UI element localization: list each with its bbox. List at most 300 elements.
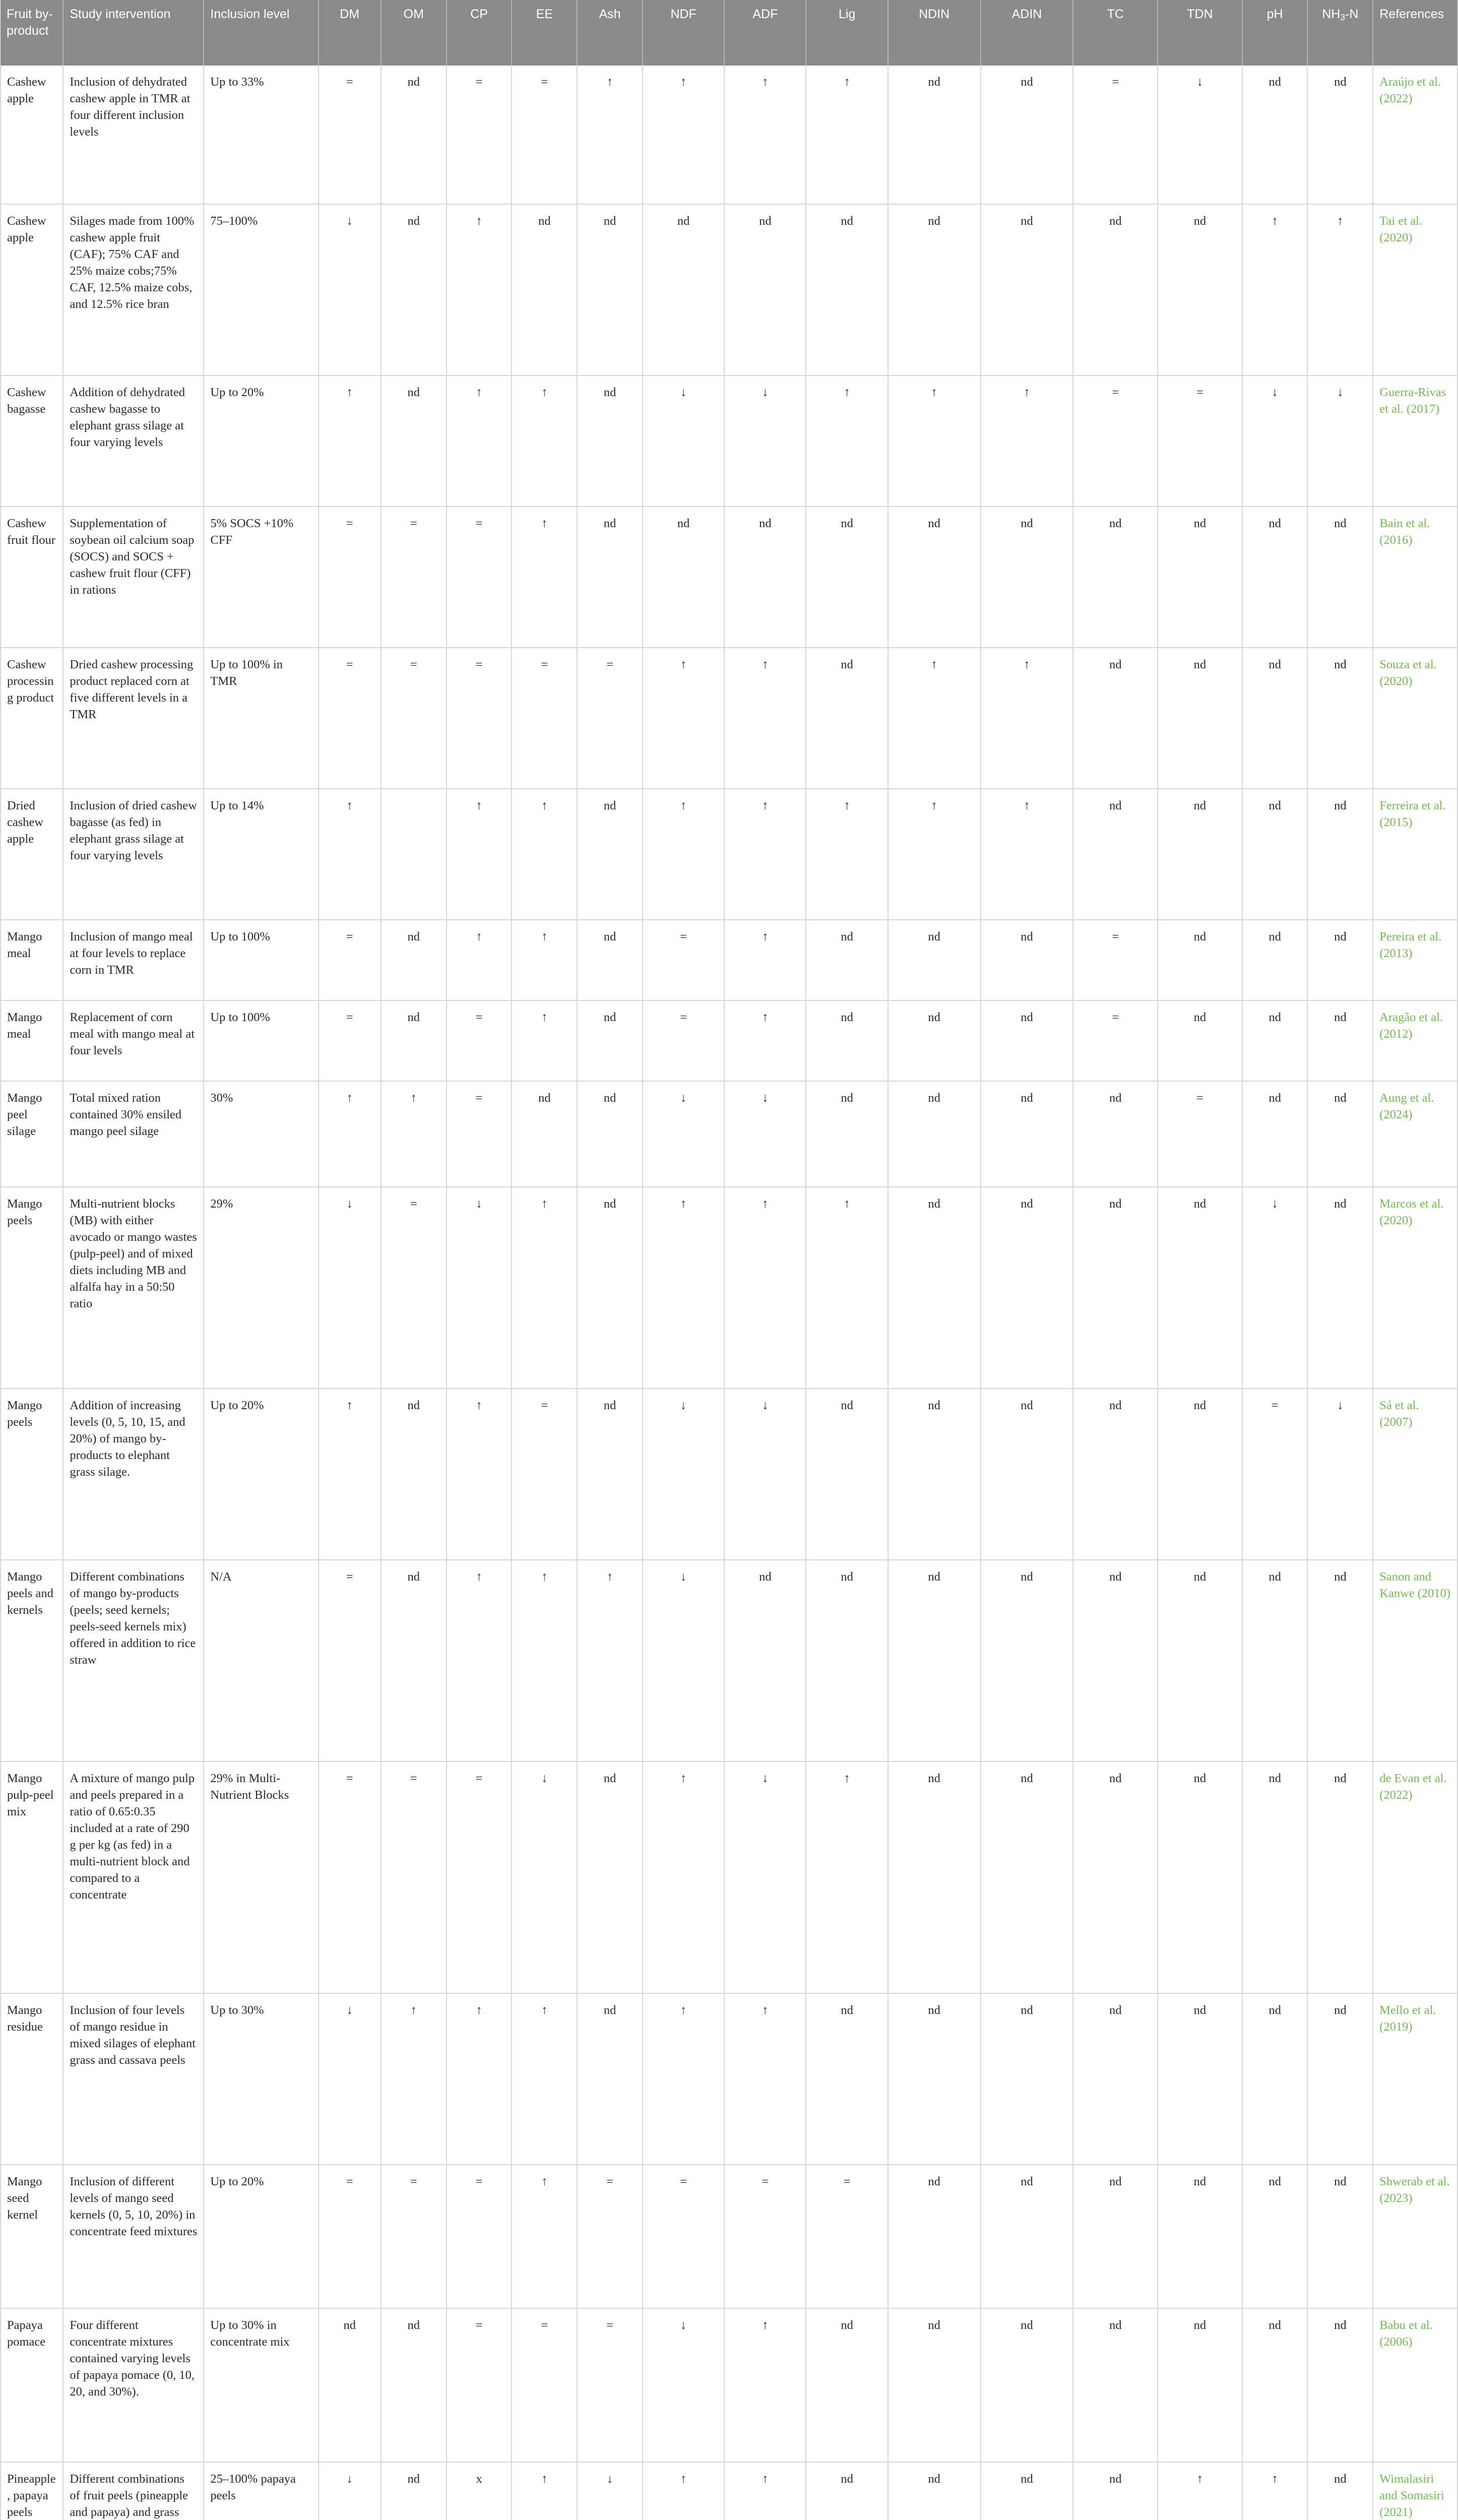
cell-ph: nd <box>1242 648 1308 789</box>
cell-ash: nd <box>577 920 643 1000</box>
cell-adf: ↑ <box>724 1187 806 1389</box>
cell-ref: Marcos et al. (2020) <box>1373 1187 1457 1389</box>
cell-ndf: ↑ <box>643 1993 724 2165</box>
cell-ph: nd <box>1242 920 1308 1000</box>
cell-tdn: nd <box>1158 2308 1242 2462</box>
cell-lig: nd <box>806 204 888 375</box>
cell-ndf: = <box>643 920 724 1000</box>
cell-fruit: Dried cashew apple <box>1 789 63 920</box>
cell-tdn: = <box>1158 1081 1242 1187</box>
cell-ph: nd <box>1242 2165 1308 2308</box>
cell-ndf: = <box>643 2165 724 2308</box>
cell-ash: = <box>577 648 643 789</box>
cell-nh3: nd <box>1307 1560 1373 1761</box>
cell-ref: Souza et al. (2020) <box>1373 648 1457 789</box>
cell-dm: ↑ <box>319 375 381 507</box>
cell-lig: nd <box>806 1993 888 2165</box>
cell-ndin: nd <box>888 2308 981 2462</box>
cell-ref: Pereira et al. (2013) <box>1373 920 1457 1000</box>
cell-ref: Aragão et al. (2012) <box>1373 1000 1457 1081</box>
cell-ndf: ↑ <box>643 648 724 789</box>
cell-ash: nd <box>577 507 643 648</box>
cell-cp: = <box>447 648 512 789</box>
cell-om: nd <box>381 1000 447 1081</box>
cell-om: nd <box>381 1389 447 1560</box>
cell-cp: ↑ <box>447 920 512 1000</box>
cell-adf: ↑ <box>724 2308 806 2462</box>
cell-inclusion: 30% <box>204 1081 318 1187</box>
table-row <box>1 1187 1457 1389</box>
cell-ph: nd <box>1242 1761 1308 1993</box>
cell-fruit: Mango pulp-peel mix <box>1 1761 63 1993</box>
cell-ndin: nd <box>888 1560 981 1761</box>
cell-inclusion: Up to 20% <box>204 2165 318 2308</box>
table-row <box>1 1389 1457 1560</box>
cell-ash: ↑ <box>577 1560 643 1761</box>
table-row <box>1 507 1457 648</box>
header-nh3n-b: -N <box>1345 7 1359 21</box>
cell-om: nd <box>381 920 447 1000</box>
cell-nh3: nd <box>1307 507 1373 648</box>
cell-study: Inclusion of mango meal at four levels to replace corn in TMR <box>63 920 204 1000</box>
cell-ee: = <box>512 648 577 789</box>
cell-lig: nd <box>806 1081 888 1187</box>
cell-ash: = <box>577 2165 643 2308</box>
cell-tc: = <box>1073 66 1158 204</box>
cell-inclusion: Up to 20% <box>204 375 318 507</box>
cell-dm: ↓ <box>319 1993 381 2165</box>
cell-tc: nd <box>1073 1993 1158 2165</box>
cell-ash: nd <box>577 1000 643 1081</box>
cell-ndf: ↑ <box>643 789 724 920</box>
cell-adin: ↑ <box>981 375 1073 507</box>
cell-om: nd <box>381 204 447 375</box>
header-ee: EE <box>512 0 577 66</box>
cell-lig: nd <box>806 2462 888 2520</box>
cell-fruit: Mango meal <box>1 920 63 1000</box>
cell-ndf: ↓ <box>643 1081 724 1187</box>
table-row <box>1 648 1457 789</box>
cell-fruit: Mango seed kernel <box>1 2165 63 2308</box>
cell-tdn: nd <box>1158 920 1242 1000</box>
cell-inclusion: Up to 100% <box>204 920 318 1000</box>
cell-ref: Wimalasiri and Somasiri (2021) <box>1373 2462 1457 2520</box>
cell-tc: = <box>1073 920 1158 1000</box>
cell-om: nd <box>381 375 447 507</box>
cell-ash: ↑ <box>577 66 643 204</box>
cell-nh3: nd <box>1307 1081 1373 1187</box>
cell-study: Different combinations of fruit peels (pineapple and papaya) and grass <box>63 2462 204 2520</box>
cell-tc: nd <box>1073 648 1158 789</box>
cell-tc: nd <box>1073 789 1158 920</box>
cell-ndin: nd <box>888 1993 981 2165</box>
cell-ph: ↑ <box>1242 204 1308 375</box>
cell-adin: ↑ <box>981 789 1073 920</box>
header-inclusion: Inclusion level <box>204 0 318 66</box>
cell-adin: nd <box>981 2165 1073 2308</box>
cell-adf: ↑ <box>724 920 806 1000</box>
cell-lig: nd <box>806 2308 888 2462</box>
cell-lig: nd <box>806 920 888 1000</box>
cell-ph: nd <box>1242 1000 1308 1081</box>
cell-om: nd <box>381 1560 447 1761</box>
cell-ref: Sá et al. (2007) <box>1373 1389 1457 1560</box>
cell-dm: = <box>319 920 381 1000</box>
cell-om: nd <box>381 2308 447 2462</box>
cell-tdn: nd <box>1158 1993 1242 2165</box>
cell-cp: = <box>447 66 512 204</box>
cell-lig: = <box>806 2165 888 2308</box>
cell-inclusion: 29% <box>204 1187 318 1389</box>
cell-ref: Shwerab et al. (2023) <box>1373 2165 1457 2308</box>
cell-tc: nd <box>1073 507 1158 648</box>
cell-cp: ↓ <box>447 1187 512 1389</box>
cell-nh3: ↓ <box>1307 375 1373 507</box>
cell-ref: Babu et al. (2006) <box>1373 2308 1457 2462</box>
header-tdn: TDN <box>1158 0 1242 66</box>
cell-tdn: nd <box>1158 1000 1242 1081</box>
cell-study: Total mixed ration contained 30% ensiled mango peel silage <box>63 1081 204 1187</box>
cell-ph: nd <box>1242 1993 1308 2165</box>
cell-cp: ↑ <box>447 204 512 375</box>
cell-dm: = <box>319 1560 381 1761</box>
cell-fruit: Cashew processing product <box>1 648 63 789</box>
cell-nh3: nd <box>1307 1187 1373 1389</box>
cell-tc: nd <box>1073 1081 1158 1187</box>
cell-dm: ↓ <box>319 204 381 375</box>
cell-study: Four different concentrate mixtures contained varying levels of papaya pomace (0, 10, 20, and 30%). <box>63 2308 204 2462</box>
table-row <box>1 2462 1457 2520</box>
cell-ee: ↑ <box>512 1560 577 1761</box>
cell-fruit: Mango residue <box>1 1993 63 2165</box>
cell-ph: nd <box>1242 1560 1308 1761</box>
cell-ash: = <box>577 2308 643 2462</box>
cell-study: Replacement of corn meal with mango meal at four levels <box>63 1000 204 1081</box>
cell-tdn: ↑ <box>1158 2462 1242 2520</box>
cell-cp: ↑ <box>447 1389 512 1560</box>
cell-adin: nd <box>981 1081 1073 1187</box>
cell-ph: nd <box>1242 507 1308 648</box>
cell-tdn: nd <box>1158 1389 1242 1560</box>
cell-ndin: ↑ <box>888 375 981 507</box>
cell-dm: ↑ <box>319 1389 381 1560</box>
cell-inclusion: Up to 30% <box>204 1993 318 2165</box>
cell-ph: ↓ <box>1242 375 1308 507</box>
cell-dm: = <box>319 1000 381 1081</box>
header-dm: DM <box>319 0 381 66</box>
table-body <box>1 66 1457 2520</box>
cell-om: = <box>381 648 447 789</box>
header-adin: ADIN <box>981 0 1073 66</box>
cell-cp: ↑ <box>447 789 512 920</box>
cell-study: Inclusion of dried cashew bagasse (as fed) in elephant grass silage at four varying levels <box>63 789 204 920</box>
cell-tc: nd <box>1073 2462 1158 2520</box>
cell-om: nd <box>381 2462 447 2520</box>
cell-ee: ↑ <box>512 789 577 920</box>
cell-study: Different combinations of mango by-products (peels; seed kernels; peels-seed kernels mix) offered in addition to rice straw <box>63 1560 204 1761</box>
cell-inclusion: 75–100% <box>204 204 318 375</box>
cell-nh3: nd <box>1307 1993 1373 2165</box>
cell-tc: nd <box>1073 1761 1158 1993</box>
cell-ref: Aung et al. (2024) <box>1373 1081 1457 1187</box>
cell-ee: = <box>512 1389 577 1560</box>
cell-ref: Araújo et al. (2022) <box>1373 66 1457 204</box>
cell-ndin: nd <box>888 2462 981 2520</box>
cell-ee: = <box>512 66 577 204</box>
header-ash: Ash <box>577 0 643 66</box>
cell-cp: = <box>447 1081 512 1187</box>
cell-cp: ↑ <box>447 375 512 507</box>
cell-ash: nd <box>577 1993 643 2165</box>
cell-ash: nd <box>577 1761 643 1993</box>
cell-ash: nd <box>577 1081 643 1187</box>
header-fruit: Fruit by-product <box>1 0 63 66</box>
cell-ee: ↑ <box>512 507 577 648</box>
cell-inclusion: Up to 100% in TMR <box>204 648 318 789</box>
cell-inclusion: 5% SOCS +10% CFF <box>204 507 318 648</box>
cell-lig: ↑ <box>806 1761 888 1993</box>
cell-adin: nd <box>981 1993 1073 2165</box>
cell-nh3: ↑ <box>1307 204 1373 375</box>
cell-fruit: Cashew fruit flour <box>1 507 63 648</box>
cell-dm: = <box>319 66 381 204</box>
header-om: OM <box>381 0 447 66</box>
header-ndf: NDF <box>643 0 724 66</box>
cell-tc: nd <box>1073 1187 1158 1389</box>
cell-ee: nd <box>512 1081 577 1187</box>
cell-fruit: Cashew bagasse <box>1 375 63 507</box>
cell-adf: ↑ <box>724 789 806 920</box>
cell-tc: = <box>1073 375 1158 507</box>
cell-dm: = <box>319 1761 381 1993</box>
cell-nh3: nd <box>1307 2165 1373 2308</box>
cell-ndin: nd <box>888 507 981 648</box>
cell-inclusion: Up to 14% <box>204 789 318 920</box>
header-row <box>1 0 1457 66</box>
cell-adf: ↓ <box>724 1081 806 1187</box>
header-lig: Lig <box>806 0 888 66</box>
cell-lig: nd <box>806 1389 888 1560</box>
cell-dm: ↑ <box>319 1081 381 1187</box>
cell-adin: nd <box>981 204 1073 375</box>
cell-adf: ↓ <box>724 375 806 507</box>
cell-ash: ↓ <box>577 2462 643 2520</box>
cell-fruit: Mango peels and kernels <box>1 1560 63 1761</box>
cell-dm: = <box>319 2165 381 2308</box>
cell-ndf: ↓ <box>643 1389 724 1560</box>
cell-ash: nd <box>577 375 643 507</box>
cell-tdn: nd <box>1158 1187 1242 1389</box>
cell-ph: nd <box>1242 66 1308 204</box>
cell-ref: de Evan et al. (2022) <box>1373 1761 1457 1993</box>
header-nh3n-sub: 3 <box>1340 12 1346 22</box>
cell-adin: nd <box>981 1000 1073 1081</box>
cell-fruit: Mango meal <box>1 1000 63 1081</box>
cell-cp: = <box>447 2308 512 2462</box>
cell-fruit: Cashew apple <box>1 66 63 204</box>
cell-ph: ↓ <box>1242 1187 1308 1389</box>
cell-fruit: Pineapple, papaya peels <box>1 2462 63 2520</box>
cell-cp: = <box>447 2165 512 2308</box>
cell-adf: nd <box>724 507 806 648</box>
table-row <box>1 1000 1457 1081</box>
cell-ndf: nd <box>643 507 724 648</box>
header-study: Study intervention <box>63 0 204 66</box>
cell-fruit: Mango peels <box>1 1389 63 1560</box>
table-row <box>1 204 1457 375</box>
cell-ndf: ↓ <box>643 1560 724 1761</box>
cell-tc: nd <box>1073 2308 1158 2462</box>
cell-study: Inclusion of dehydrated cashew apple in TMR at four different inclusion levels <box>63 66 204 204</box>
cell-ref: Bain et al. (2016) <box>1373 507 1457 648</box>
cell-lig: ↑ <box>806 1187 888 1389</box>
cell-nh3: nd <box>1307 920 1373 1000</box>
cell-ndin: nd <box>888 1000 981 1081</box>
cell-lig: nd <box>806 1560 888 1761</box>
cell-cp: = <box>447 1761 512 1993</box>
cell-ndin: nd <box>888 1081 981 1187</box>
table-row <box>1 375 1457 507</box>
cell-om: ↑ <box>381 1993 447 2165</box>
header-ph: pH <box>1242 0 1308 66</box>
cell-adin: nd <box>981 1389 1073 1560</box>
cell-ee: ↑ <box>512 1187 577 1389</box>
cell-tdn: nd <box>1158 789 1242 920</box>
table-row <box>1 66 1457 204</box>
cell-ee: ↑ <box>512 920 577 1000</box>
cell-nh3: nd <box>1307 2308 1373 2462</box>
cell-adin: nd <box>981 1187 1073 1389</box>
cell-adf: ↓ <box>724 1761 806 1993</box>
table-row <box>1 1081 1457 1187</box>
cell-tdn: nd <box>1158 507 1242 648</box>
cell-lig: ↑ <box>806 66 888 204</box>
cell-ndf: = <box>643 1000 724 1081</box>
cell-tdn: ↓ <box>1158 66 1242 204</box>
cell-adf: ↑ <box>724 2462 806 2520</box>
cell-om: ↑ <box>381 1081 447 1187</box>
cell-tdn: = <box>1158 375 1242 507</box>
header-cp: CP <box>447 0 512 66</box>
cell-adin: nd <box>981 66 1073 204</box>
cell-adin: nd <box>981 2308 1073 2462</box>
cell-ndin: ↑ <box>888 789 981 920</box>
cell-cp: = <box>447 507 512 648</box>
cell-nh3: nd <box>1307 66 1373 204</box>
cell-tc: nd <box>1073 204 1158 375</box>
cell-cp: ↑ <box>447 1560 512 1761</box>
table-row <box>1 789 1457 920</box>
cell-ee: ↓ <box>512 1761 577 1993</box>
cell-adf: ↑ <box>724 1000 806 1081</box>
cell-ndf: ↑ <box>643 2462 724 2520</box>
table-row <box>1 920 1457 1000</box>
header-ndin: NDIN <box>888 0 981 66</box>
cell-ash: nd <box>577 1389 643 1560</box>
cell-tdn: nd <box>1158 648 1242 789</box>
cell-study: Inclusion of four levels of mango residue in mixed silages of elephant grass and cassava peels <box>63 1993 204 2165</box>
cell-tdn: nd <box>1158 1761 1242 1993</box>
cell-adin: ↑ <box>981 648 1073 789</box>
cell-ph: nd <box>1242 2308 1308 2462</box>
cell-adf: nd <box>724 204 806 375</box>
cell-tc: nd <box>1073 1389 1158 1560</box>
cell-ndin: nd <box>888 920 981 1000</box>
cell-ref: Ferreira et al. (2015) <box>1373 789 1457 920</box>
cell-cp: = <box>447 1000 512 1081</box>
cell-adf: ↓ <box>724 1389 806 1560</box>
cell-adin: nd <box>981 2462 1073 2520</box>
cell-inclusion: 25–100% papaya peels <box>204 2462 318 2520</box>
cell-tc: nd <box>1073 1560 1158 1761</box>
cell-ref: Guerra-Rivas et al. (2017) <box>1373 375 1457 507</box>
cell-om: = <box>381 1761 447 1993</box>
cell-ee: ↑ <box>512 2165 577 2308</box>
cell-ndin: nd <box>888 66 981 204</box>
cell-adf: nd <box>724 1560 806 1761</box>
cell-ndin: nd <box>888 204 981 375</box>
cell-tdn: nd <box>1158 204 1242 375</box>
cell-ee: ↑ <box>512 2462 577 2520</box>
cell-ndf: ↑ <box>643 66 724 204</box>
cell-study: A mixture of mango pulp and peels prepared in a ratio of 0.65:0.35 included at a rate of 290 g per kg (as fed) in a multi-nutrient block and compared to a concentrate <box>63 1761 204 1993</box>
cell-ash: nd <box>577 1187 643 1389</box>
cell-ph: = <box>1242 1389 1308 1560</box>
cell-lig: nd <box>806 1000 888 1081</box>
cell-fruit: Papaya pomace <box>1 2308 63 2462</box>
cell-nh3: nd <box>1307 1000 1373 1081</box>
cell-adf: ↑ <box>724 648 806 789</box>
header-nh3n <box>1307 0 1373 66</box>
cell-om: = <box>381 1187 447 1389</box>
cell-fruit: Cashew apple <box>1 204 63 375</box>
cell-fruit: Mango peel silage <box>1 1081 63 1187</box>
cell-ee: nd <box>512 204 577 375</box>
cell-study: Inclusion of different levels of mango seed kernels (0, 5, 10, 20%) in concentrate feed mixtures <box>63 2165 204 2308</box>
cell-ee: = <box>512 2308 577 2462</box>
cell-adf: ↑ <box>724 66 806 204</box>
cell-nh3: nd <box>1307 2462 1373 2520</box>
cell-ndin: ↑ <box>888 648 981 789</box>
table-row <box>1 1761 1457 1993</box>
cell-ndf: ↑ <box>643 1187 724 1389</box>
table-row <box>1 1560 1457 1761</box>
cell-ndf: nd <box>643 204 724 375</box>
cell-ee: ↑ <box>512 1993 577 2165</box>
cell-tdn: nd <box>1158 2165 1242 2308</box>
table-header <box>1 0 1457 66</box>
cell-nh3: ↓ <box>1307 1389 1373 1560</box>
cell-inclusion: N/A <box>204 1560 318 1761</box>
cell-dm: ↑ <box>319 789 381 920</box>
cell-adf: = <box>724 2165 806 2308</box>
header-tc: TC <box>1073 0 1158 66</box>
cell-ee: ↑ <box>512 375 577 507</box>
cell-ndin: nd <box>888 1761 981 1993</box>
cell-dm: ↓ <box>319 2462 381 2520</box>
cell-lig: ↑ <box>806 789 888 920</box>
cell-adin: nd <box>981 920 1073 1000</box>
cell-inclusion: Up to 20% <box>204 1389 318 1560</box>
cell-study: Addition of dehydrated cashew bagasse to elephant grass silage at four varying levels <box>63 375 204 507</box>
cell-study: Dried cashew processing product replaced corn at five different levels in a TMR <box>63 648 204 789</box>
header-adf: ADF <box>724 0 806 66</box>
cell-ph: nd <box>1242 1081 1308 1187</box>
cell-ph: nd <box>1242 789 1308 920</box>
cell-adin: nd <box>981 1560 1073 1761</box>
cell-tdn: nd <box>1158 1560 1242 1761</box>
cell-adin: nd <box>981 507 1073 648</box>
